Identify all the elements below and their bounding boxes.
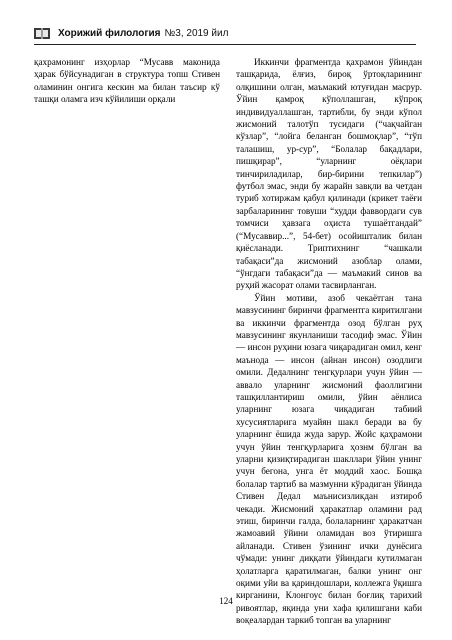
running-header xyxy=(34,22,414,44)
page-number: 124 xyxy=(219,596,233,606)
right-paragraph-1: Иккинчи фрагментда қахрамон ўйиндан ташқарида, ёлғиз, бироқ ўртоқларининг олқишини олган, маъмакий ютуғидан масрур. Ўйин қамроқ кўполлашган, кўпроқ индивидуаллашган, тартибли, бу энди кўпол жисмоний талотўп тусидаги (“чақчайган кўзлар”, “лойга беланган бошмоқлар”, “тўп талашиш, ур-сур”, “Болалар бақадлари, пишқирар”, “уларнинг оёқлари тинчириладилар, бир-бирини тепкилар”) футбол эмас, энди бу жарайн завқли ва четдан туриб хотиржам қабул қилинади (крикет таёғи зарбаларининг товуши “худди фаввордаги сув томчиси ҳавзага оҳиста тушаётгандай” (“Мусаввир...”, 54-бет) осойишталик билан қиёсланади. Триптихнинг “чашкали табақаси”да жисмоний азоблар олами, “ўнгдаги табақаси”да — маъмакий синов ва руҳий жасорат олами тасвирланган. xyxy=(236,57,422,291)
header-divider xyxy=(34,44,416,45)
left-column xyxy=(34,56,220,106)
left-paragraph-1: қахрамонинг изҳорлар “Мусавв маконида ҳарак бўйсунадиган в структура топш Стивен оламинин онгига кескин ма билан таъсир кў ташқи оламга изч кўйилиши орқали xyxy=(34,57,220,105)
journal-issue: №3, 2019 йил xyxy=(164,27,229,39)
right-paragraph-2: Ўйин мотиви, азоб чекаётган тана мавзусининг биринчи фрагментга киритилгани ва иккинчи фрагментда озод бўлган руҳ мавзусининг якунланиши тасодиф эмас. Ўйин — инсон руҳини юзага чиқарадиган омил, кенг маънода — инсон (айнан инсон) озодлиги омили. Дедалнинг тенгқурлари учун ўйин — аввало уларнинг жисмоний фаоллигини ташқиллантириш омили, ўйин аёнлиса уларнинг юзага чиқадиган табиий хусусиятларига муайян шакл беради ва бу уларнинг ёшида жуда зарур. Жойс қаҳрамони учун ўйин тенгқурларига ҳознм бўлган ва уларни қизиқтирадиган шакллари ўйин унинг учун бегона, унга ёт моддий хаос. Бошқа болалар тартиб ва мазмунни кўрадиган ўйинда Стивен Дедал маънисизликдан изтироб чекади. Жисмоний ҳаракатлар оламини рад этиш, биринчи галда, болаларнинг ҳаракатчан жамоавий ўйини оламидан воз ўтиришга айланади. Стивен ўзининг ички дунёсига чўмади: унинг диққати ўйиндаги кутилмаган ҳолатларга қаратилмаган, балки унинг онг оқими уйи ва қариндошлари, коллежга ўқишга кирганини, Клонгоус билан боғлиқ тарихий ривоятлар, яқинда уни хафа қилишгани каби воқеалардан таркиб топган ва уларнинг xyxy=(236,292,422,626)
right-column xyxy=(236,56,422,627)
journal-emblem-icon xyxy=(34,27,50,40)
journal-title: Хорижий филология xyxy=(58,27,161,39)
